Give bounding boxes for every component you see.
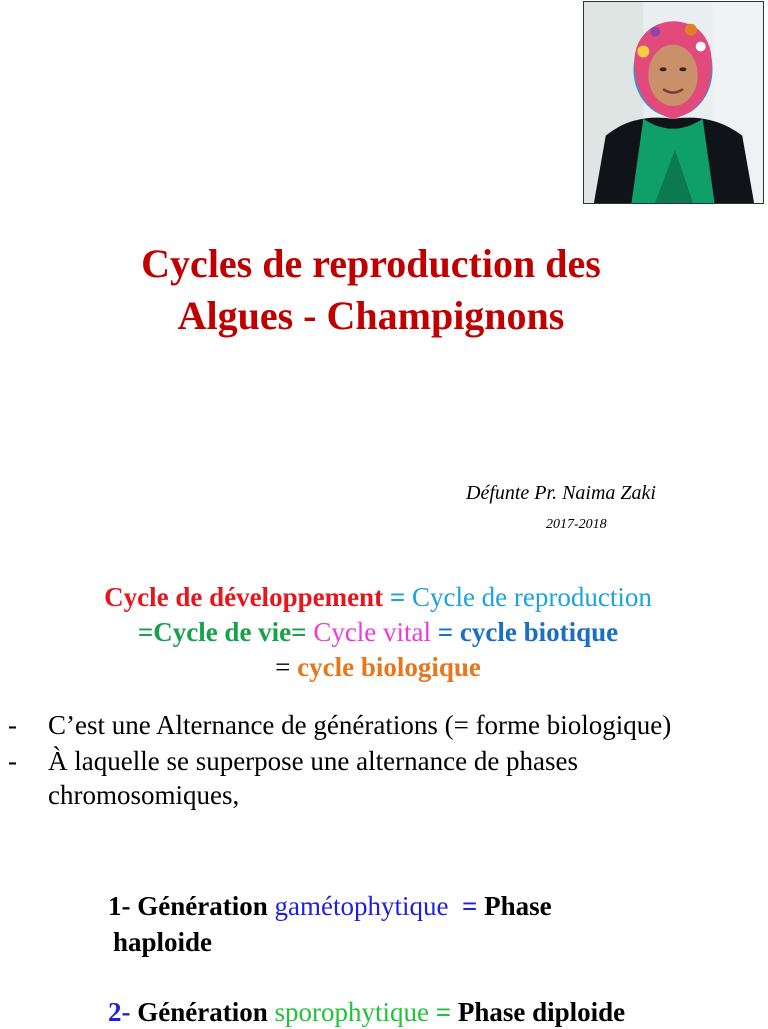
slide-title (0, 238, 742, 342)
generation-1-line (108, 889, 552, 923)
term-cycle-biologique: cycle biologique (297, 652, 481, 682)
term-cycle-reproduction: Cycle de reproduction (411, 582, 652, 612)
generation-1-phase-line (113, 925, 212, 959)
definition-line-3 (0, 650, 756, 685)
author-name: Défunte Pr. Naima Zaki (466, 482, 656, 504)
title-line-1: Cycles de reproduction des (141, 241, 601, 286)
cycle-definition (0, 580, 756, 685)
generation-1-equals: = (448, 891, 485, 921)
generation-2-phase: Phase diploide (457, 997, 626, 1027)
generation-1-phase-haploide: haploide (113, 927, 213, 957)
bullet-dash: - (8, 746, 17, 776)
academic-year: 2017-2018 (546, 517, 607, 532)
term-cycle-vital: Cycle vital (306, 617, 432, 647)
term-cycle-biotique: = cycle biotique (431, 617, 619, 647)
bullet-list (0, 708, 760, 814)
definition-line-1 (0, 580, 756, 615)
generation-2-equals: = (428, 997, 458, 1027)
generation-1-phase: Phase (484, 891, 552, 921)
title-line-2: Algues - Champignons (177, 293, 565, 338)
equals-sign: = (383, 582, 412, 612)
term-gametophytique: gamétophytique (274, 891, 449, 921)
generation-2-number: 2- (108, 997, 131, 1027)
term-cycle-developpement: Cycle de développement (104, 582, 384, 612)
generation-1-prefix: 1- Génération (108, 891, 275, 921)
bullet-text: C’est une Alternance de générations (= forme biologique) (48, 710, 672, 740)
bullet-item (0, 744, 760, 812)
generation-2-prefix: Génération (130, 997, 275, 1027)
equals-sign-2: = (275, 652, 298, 682)
bullet-text: À laquelle se superpose une alternance de phases chromosomiques, (48, 746, 579, 810)
definition-line-2 (0, 615, 756, 650)
bullet-item (0, 708, 760, 742)
term-cycle-vie: =Cycle de vie= (137, 617, 307, 647)
author-portrait-photo (583, 1, 764, 204)
bullet-dash: - (8, 710, 17, 740)
term-sporophytique: sporophytique (274, 997, 429, 1027)
